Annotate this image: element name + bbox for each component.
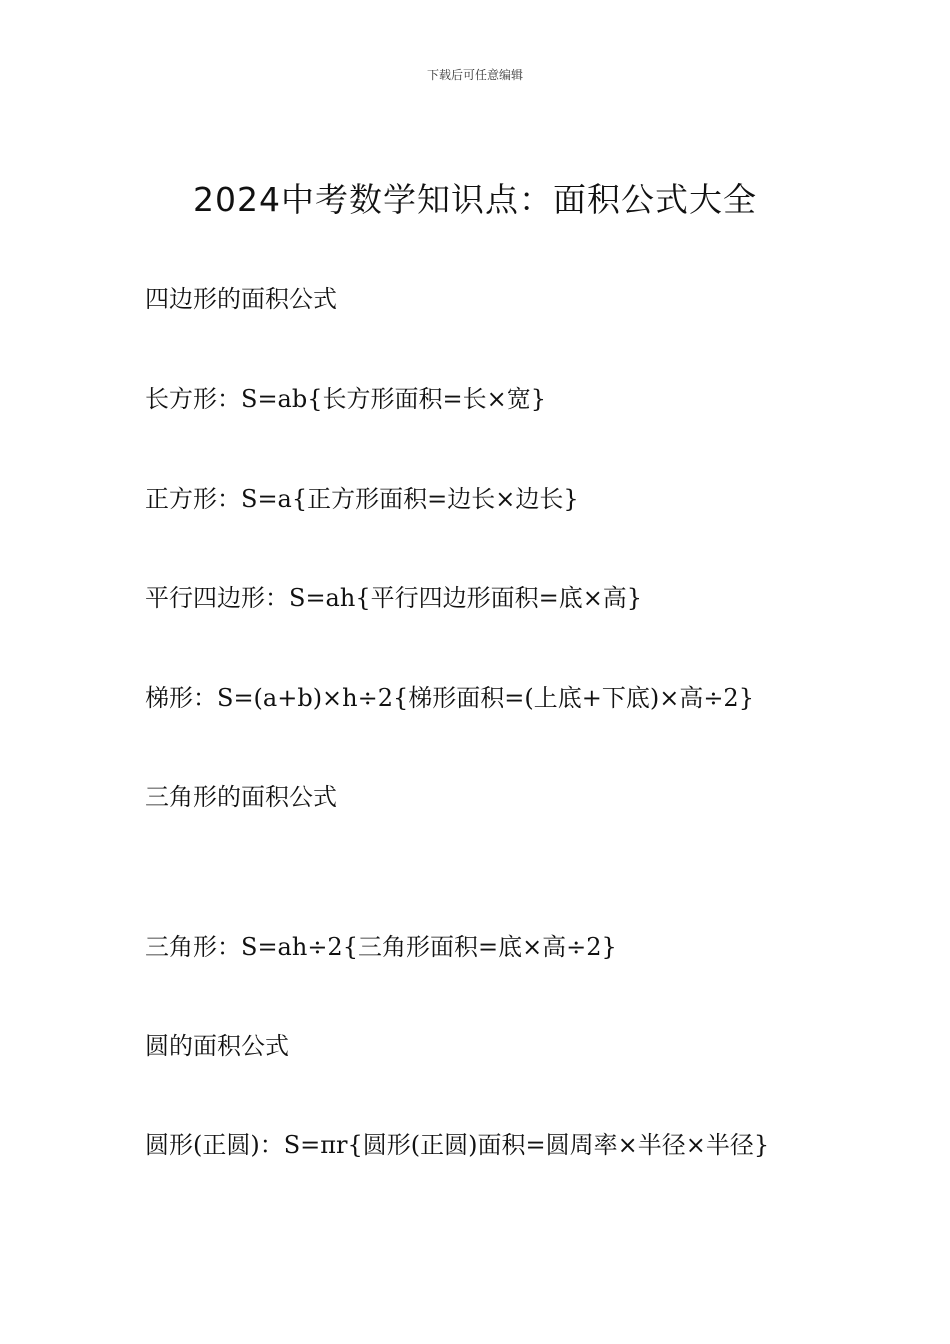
formula-rectangle: 长方形：S=ab{长方形面积=长×宽}: [145, 385, 546, 413]
formula-square: 正方形：S=a{正方形面积=边长×边长}: [145, 485, 579, 513]
section-heading-circle: 圆的面积公式: [145, 1032, 289, 1060]
formula-trapezoid: 梯形：S=(a+b)×h÷2{梯形面积=(上底+下底)×高÷2}: [145, 684, 754, 712]
page-header-note: 下载后可任意编辑: [426, 68, 523, 82]
section-heading-quadrilateral: 四边形的面积公式: [145, 285, 337, 313]
formula-triangle: 三角形：S=ah÷2{三角形面积=底×高÷2}: [145, 933, 617, 961]
section-heading-triangle: 三角形的面积公式: [145, 783, 337, 811]
document-title: 2024中考数学知识点：面积公式大全: [193, 180, 757, 219]
formula-parallelogram: 平行四边形：S=ah{平行四边形面积=底×高}: [145, 584, 643, 612]
formula-circle: 圆形(正圆)：S=πr{圆形(正圆)面积=圆周率×半径×半径}: [145, 1131, 770, 1159]
